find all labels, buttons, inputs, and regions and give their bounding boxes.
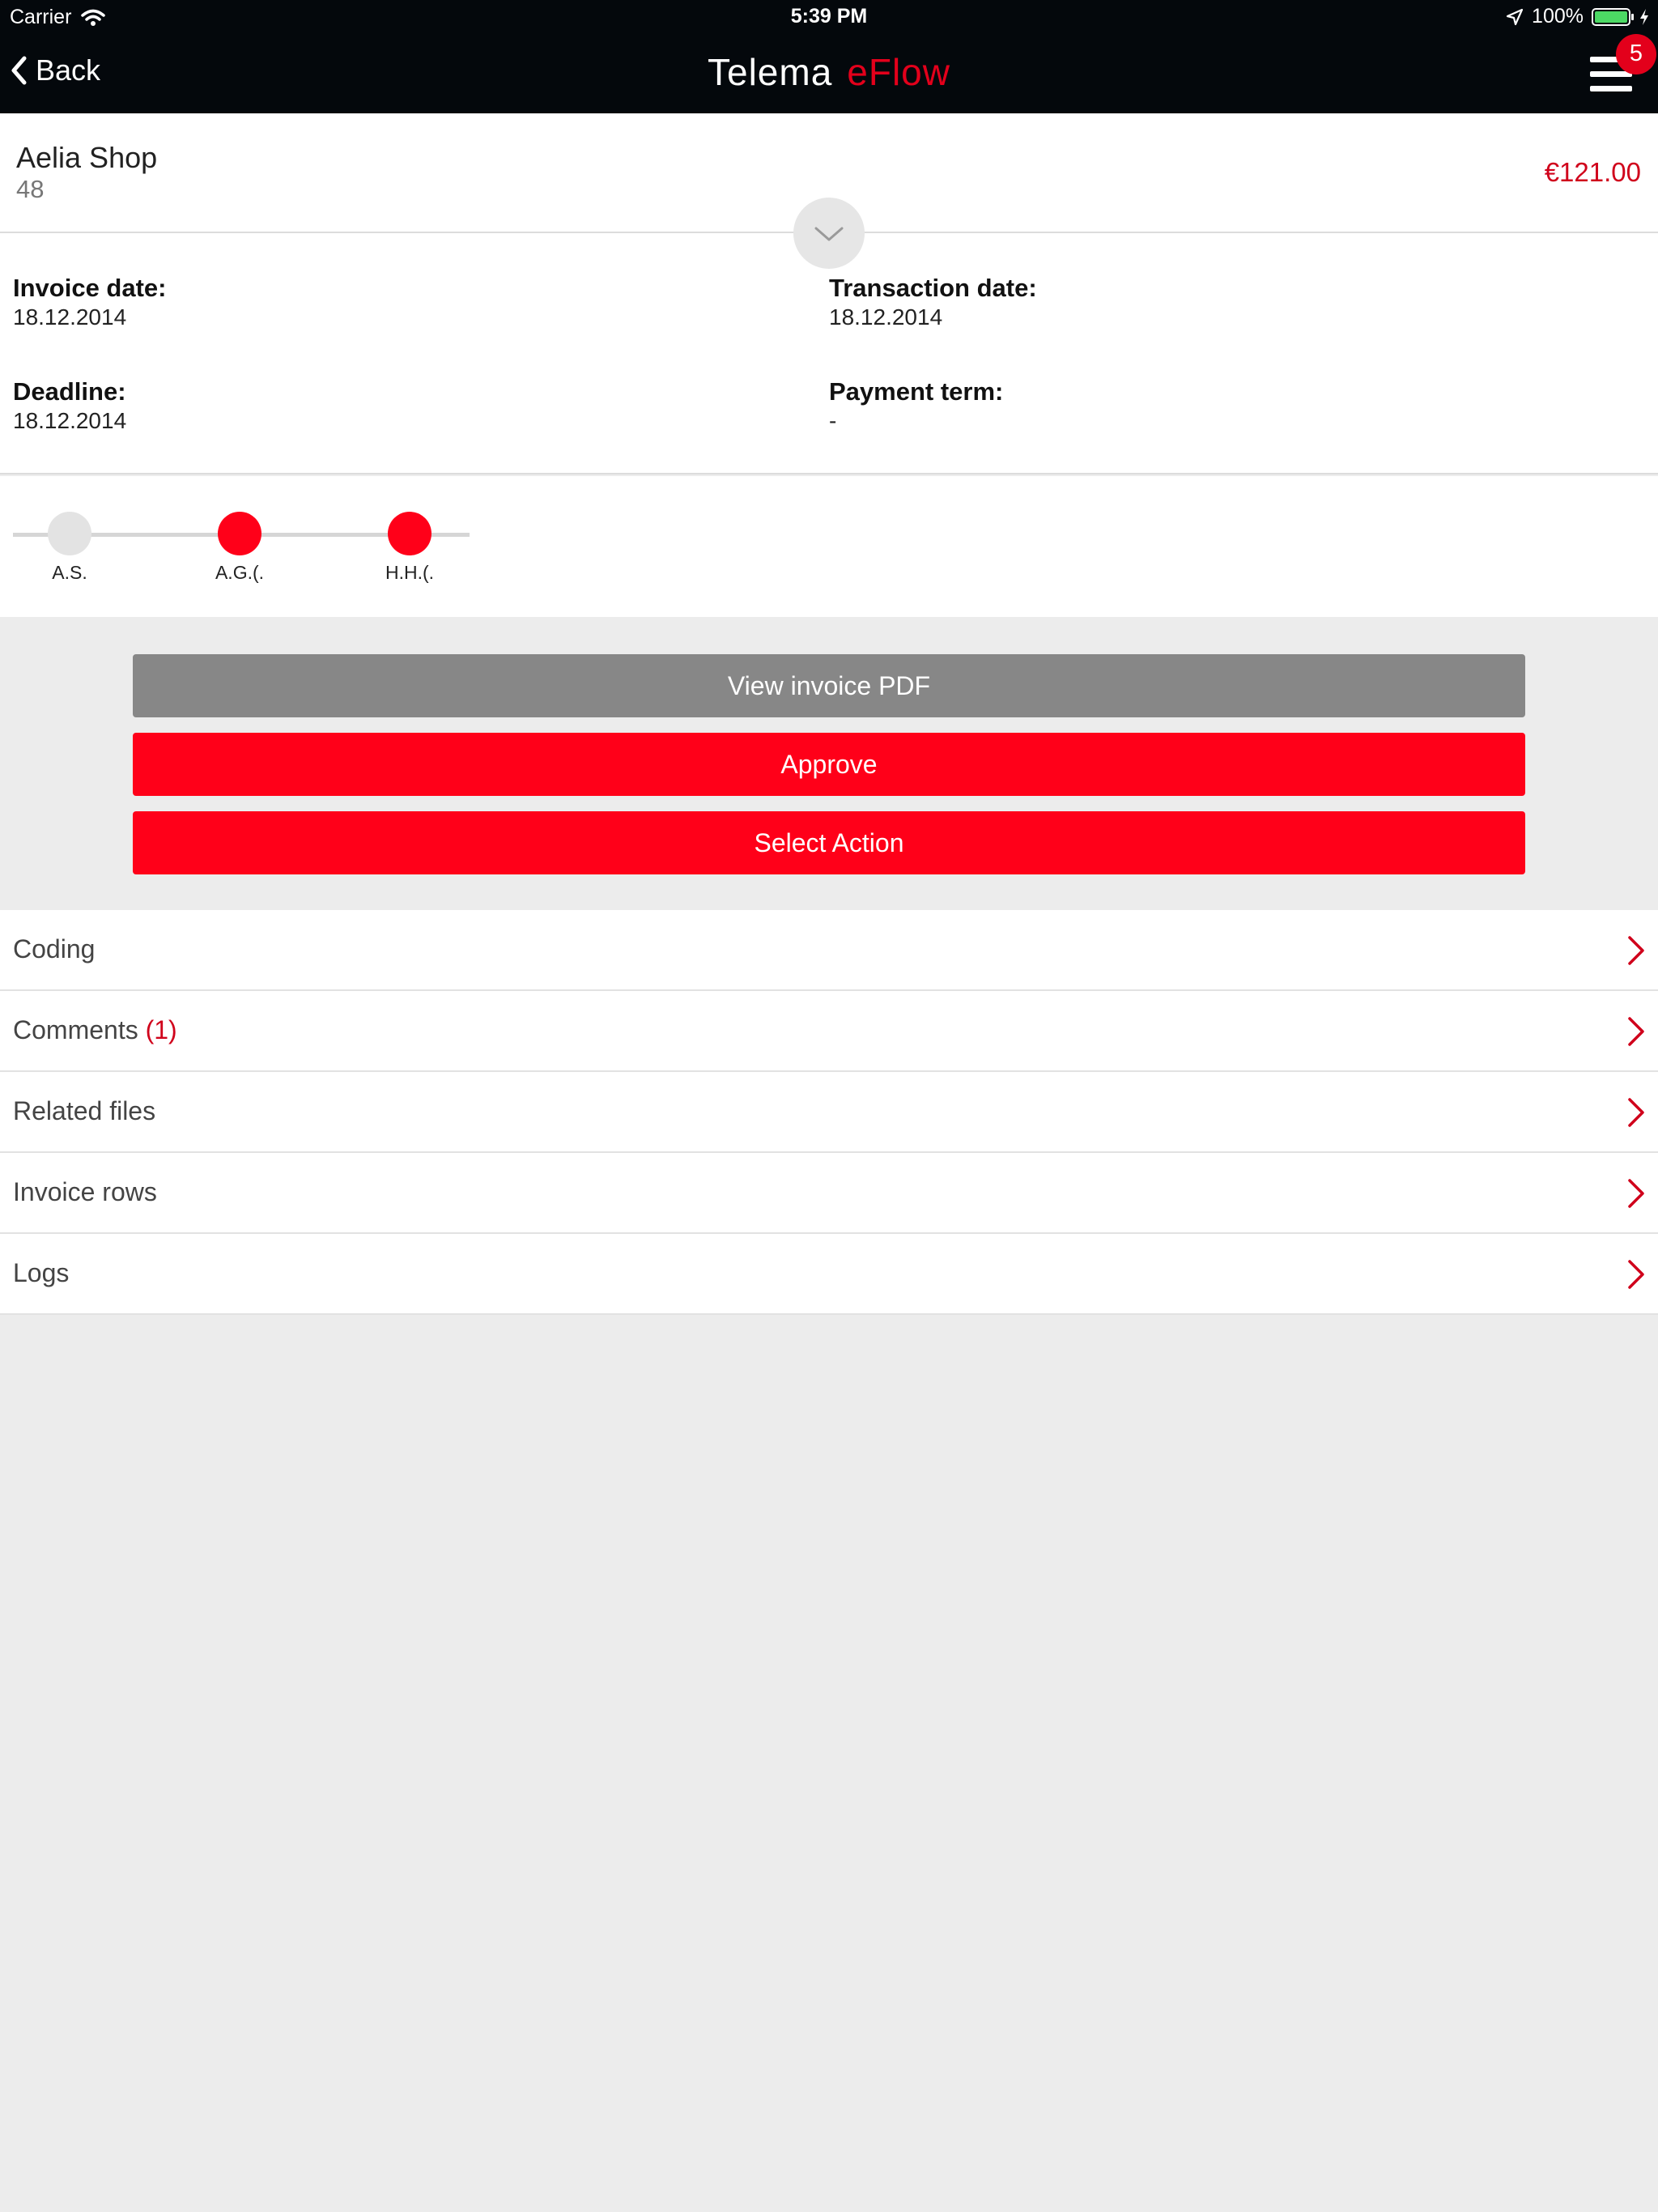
top-bar (0, 0, 1658, 113)
workflow-step-dot (48, 512, 91, 555)
workflow-step-dot (218, 512, 261, 555)
list-item-comments[interactable] (0, 991, 1658, 1072)
chevron-right-icon (1626, 1015, 1647, 1048)
payment-term-label: Payment term: (829, 377, 1004, 406)
invoice-date-label: Invoice date: (13, 274, 167, 302)
chevron-right-icon (1626, 1177, 1647, 1210)
actions-panel (0, 617, 1658, 910)
deadline-value: 18.12.2014 (13, 408, 127, 433)
invoice-date-value: 18.12.2014 (13, 304, 127, 330)
comments-count: (1) (145, 1015, 177, 1044)
approve-button[interactable]: Approve (133, 733, 1525, 796)
invoice-date-field (13, 274, 167, 330)
list-item-label (13, 1096, 155, 1126)
logs-label: Logs (13, 1258, 70, 1287)
related-files-label: Related files (13, 1096, 156, 1125)
transaction-date-label: Transaction date: (829, 274, 1037, 302)
workflow-step-label: A.S. (52, 562, 87, 583)
charging-bolt-icon (1639, 8, 1650, 26)
deadline-field (13, 377, 126, 434)
list-item-label (13, 1177, 157, 1207)
workflow-step-label: A.G.(. (215, 562, 265, 583)
list-item-label (13, 934, 95, 964)
transaction-date-field (829, 274, 1037, 330)
expand-details-button[interactable] (793, 198, 865, 269)
list-item-label (13, 1258, 69, 1288)
location-arrow-icon (1506, 8, 1524, 26)
workflow-step-label: H.H.(. (385, 562, 435, 583)
chevron-right-icon (1626, 1096, 1647, 1129)
list-item-invoice-rows[interactable] (0, 1153, 1658, 1234)
approval-workflow (0, 476, 1658, 617)
notification-badge: 5 (1616, 34, 1656, 74)
list-item-label (13, 1015, 177, 1045)
back-label: Back (36, 53, 101, 87)
app-logo (0, 50, 1658, 94)
invoice-number: 48 (16, 175, 45, 203)
logo-secondary: eFlow (847, 51, 950, 93)
status-time: 5:39 PM (790, 5, 868, 28)
carrier-label: Carrier (10, 6, 72, 28)
invoice-sections-list (0, 910, 1658, 1315)
comments-label: Comments (13, 1015, 138, 1044)
list-item-coding[interactable] (0, 910, 1658, 991)
list-item-logs[interactable] (0, 1234, 1658, 1315)
invoice-details (0, 233, 1658, 474)
payment-term-field (829, 377, 1003, 434)
deadline-label: Deadline: (13, 377, 126, 406)
coding-label: Coding (13, 934, 96, 963)
payment-term-value: - (829, 408, 837, 433)
chevron-right-icon (1626, 1258, 1647, 1291)
battery-percent: 100% (1532, 5, 1584, 28)
invoice-amount: €121.00 (1544, 157, 1641, 187)
battery-icon (1592, 8, 1630, 26)
list-item-related-files[interactable] (0, 1072, 1658, 1153)
workflow-step-dot (388, 512, 432, 555)
chevron-right-icon (1626, 934, 1647, 967)
select-action-button[interactable]: Select Action (133, 811, 1525, 874)
status-bar (0, 0, 1658, 34)
chevron-down-icon (793, 198, 865, 269)
logo-primary: Telema (707, 51, 833, 93)
transaction-date-value: 18.12.2014 (829, 304, 943, 330)
status-right-group (1506, 5, 1650, 28)
vendor-name: Aelia Shop (16, 141, 158, 174)
invoice-rows-label: Invoice rows (13, 1177, 157, 1206)
view-invoice-pdf-button[interactable]: View invoice PDF (133, 654, 1525, 717)
